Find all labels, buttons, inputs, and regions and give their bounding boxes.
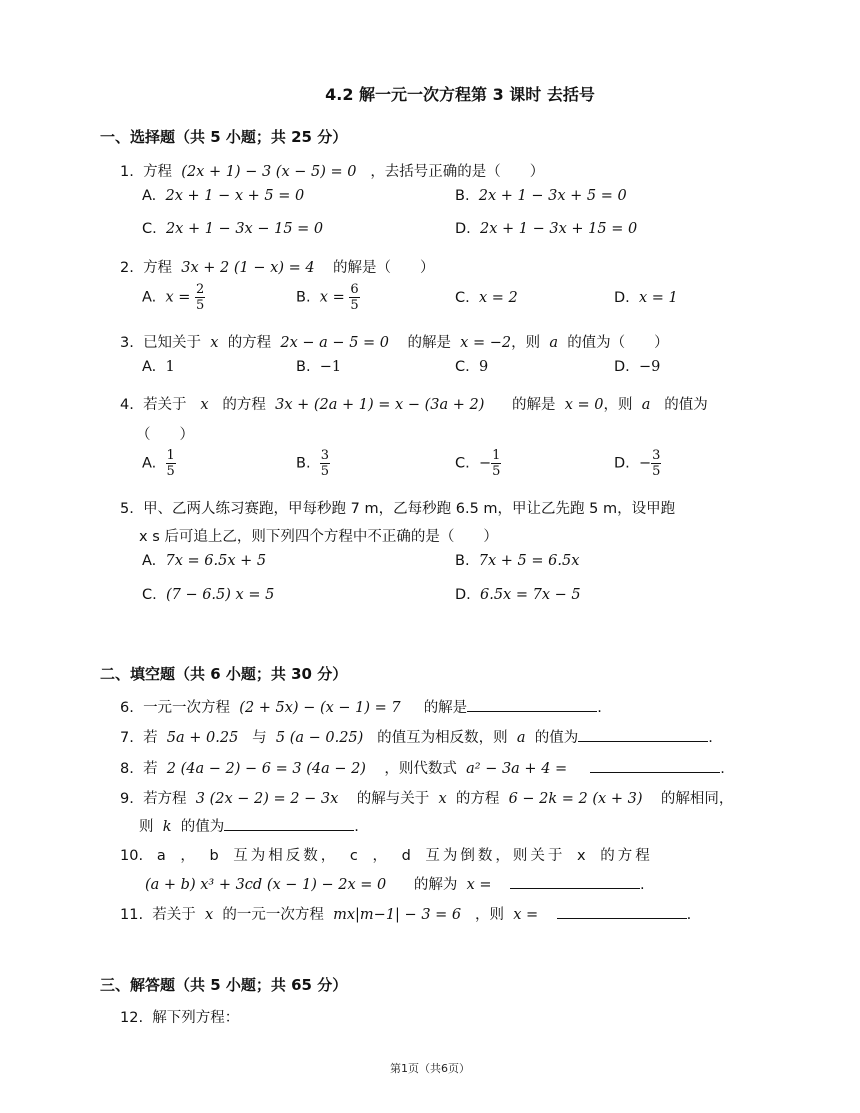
option-letter: B. (455, 188, 470, 204)
fraction (651, 448, 661, 479)
variable: a (641, 397, 651, 413)
question-tail: 的解相同， (660, 791, 734, 807)
question-text: 则 (139, 819, 154, 835)
option-letter: A. (142, 289, 157, 306)
question-text: 的方程 (227, 335, 272, 351)
question-text: 的解为 (413, 877, 458, 893)
question-number: 1. (120, 164, 134, 180)
answer-blank[interactable] (557, 904, 687, 919)
question-tail: 的值为 (534, 730, 579, 746)
option-letter: D. (455, 587, 471, 603)
question-3 (120, 331, 669, 352)
answer-paren: （ ） (136, 427, 194, 443)
denominator: 5 (320, 464, 330, 479)
question-tail: ，去括号正确的是（ ） (370, 164, 545, 180)
question-text: 的方程 (455, 791, 500, 807)
section-header-fill: 二、填空题（共 6 小题；共 30 分） (100, 665, 348, 683)
option-value: x = (319, 289, 345, 306)
answer-blank[interactable] (590, 758, 720, 773)
numerator: 3 (652, 448, 661, 463)
fraction (349, 282, 359, 313)
option-c (142, 587, 274, 603)
option-letter: D. (455, 221, 471, 237)
question-stem: 方程 (143, 260, 173, 276)
question-stem: 已知关于 (143, 335, 202, 351)
period: . (640, 877, 645, 893)
page-footer: 第1页（共6页） (390, 1062, 470, 1075)
option-d (614, 448, 661, 479)
answer-blank[interactable] (510, 874, 640, 889)
page-title: 4.2 解一元一次方程第 3 课时 去括号 (325, 85, 595, 104)
option-value: 9 (478, 359, 489, 375)
option-value: −1 (319, 359, 342, 375)
equation: x = −2 (460, 335, 512, 351)
equation: x = (466, 877, 492, 893)
equation: 5 (a − 0.25) (275, 730, 364, 746)
equation: 5a + 0.25 (166, 730, 239, 746)
numerator: 3 (320, 448, 330, 463)
question-text: ，则 (603, 397, 633, 413)
question-12 (120, 1006, 239, 1027)
option-letter: D. (614, 290, 630, 306)
question-5-line2: x s 后可追上乙，则下列四个方程中不正确的是（ ） (139, 529, 498, 545)
question-number: 12. (120, 1010, 144, 1026)
option-value: −9 (639, 359, 661, 375)
question-stem: 甲、乙两人练习赛跑，甲每秒跑 7 m，乙每秒跑 6.5 m，甲让乙先跑 5 m，设甲跑 (143, 501, 676, 517)
minus-sign: − (639, 455, 652, 472)
option-c (455, 290, 518, 306)
equation: 3x + 2 (1 − x) = 4 (181, 260, 315, 276)
section-header-choice: 一、选择题（共 5 小题；共 25 分） (100, 128, 348, 146)
option-d (455, 587, 581, 603)
option-d (614, 290, 678, 306)
question-9 (120, 787, 733, 808)
denominator: 5 (166, 464, 175, 479)
option-b (455, 188, 627, 204)
question-stem: 一元一次方程 (143, 700, 231, 716)
question-8 (120, 757, 725, 778)
fraction (166, 448, 176, 479)
question-tail: 的值为 (180, 819, 225, 835)
option-a (142, 282, 205, 313)
option-value: 2x + 1 − 3x + 15 = 0 (480, 221, 638, 237)
period: . (597, 700, 602, 716)
period: . (708, 730, 713, 746)
denominator: 5 (492, 464, 501, 479)
question-6 (120, 696, 602, 717)
variable: x (205, 907, 214, 923)
equation: 2 (4a − 2) − 6 = 3 (4a − 2) (166, 761, 366, 777)
question-text: ，则代数式 (384, 761, 457, 777)
equation: x = 0 (564, 397, 604, 413)
question-7 (120, 726, 713, 747)
question-text: ，则 (511, 335, 541, 351)
fraction (320, 448, 330, 479)
period: . (686, 907, 692, 923)
variable: x (210, 335, 219, 351)
option-a (142, 448, 176, 479)
equation: a² − 3a + 4 = (466, 761, 568, 777)
question-11 (120, 903, 691, 924)
answer-blank[interactable] (467, 697, 597, 712)
option-value: x = 2 (478, 290, 518, 306)
question-tail: 的解是 (423, 700, 468, 716)
denominator: 5 (196, 298, 205, 313)
option-value: 2x + 1 − 3x + 5 = 0 (478, 188, 627, 204)
option-value: 7x = 6.5x + 5 (165, 553, 267, 569)
option-letter: C. (142, 587, 157, 603)
question-stem: 若 (143, 730, 158, 746)
question-number: 3. (120, 335, 134, 351)
question-text: ，则 (474, 907, 504, 923)
question-text: 与 (252, 730, 267, 746)
option-letter: B. (296, 455, 311, 472)
option-letter: C. (455, 359, 470, 375)
option-value: x = (165, 289, 191, 306)
option-value: 7x + 5 = 6.5x (478, 553, 580, 569)
equation: 3 (2x − 2) = 2 − 3x (195, 791, 339, 807)
question-tail: 的解是（ ） (333, 260, 435, 276)
question-number: 4. (120, 397, 134, 413)
question-number: 5. (120, 501, 134, 517)
question-number: 8. (120, 761, 134, 777)
option-value: (7 − 6.5) x = 5 (165, 587, 275, 603)
option-a (142, 359, 175, 375)
option-letter: D. (614, 455, 630, 472)
option-b (455, 553, 579, 569)
question-text: 的解是 (407, 335, 451, 351)
answer-blank[interactable] (224, 816, 354, 831)
option-c (142, 221, 323, 237)
numerator: 1 (166, 448, 175, 463)
question-stem: 若 (143, 761, 158, 777)
option-a (142, 188, 304, 204)
option-letter: A. (142, 553, 157, 569)
question-number: 11. (120, 907, 144, 923)
equation: (2x + 1) − 3 (x − 5) = 0 (181, 164, 357, 180)
question-stem: 若关于 (143, 397, 187, 413)
question-number: 7. (120, 730, 134, 746)
question-number: 10. (120, 848, 144, 864)
question-5 (120, 497, 675, 518)
option-letter: A. (142, 359, 157, 375)
question-number: 9. (120, 791, 134, 807)
question-stem: 若关于 (152, 907, 196, 923)
option-letter: D. (614, 359, 630, 375)
option-letter: A. (142, 455, 157, 472)
equation: (2 + 5x) − (x − 1) = 7 (239, 700, 401, 716)
option-letter: C. (455, 455, 470, 472)
question-text: 的方程 (222, 397, 266, 413)
option-a (142, 553, 266, 569)
option-letter: B. (296, 289, 311, 306)
question-text: 的解是 (512, 397, 556, 413)
question-number: 6. (120, 700, 134, 716)
option-value: 2x + 1 − x + 5 = 0 (165, 188, 305, 204)
equation: 3x + (2a + 1) = x − (3a + 2) (275, 397, 485, 413)
numerator: 2 (196, 282, 205, 297)
question-10-line2 (145, 873, 645, 894)
equation: 6 − 2k = 2 (x + 3) (508, 791, 643, 807)
equation: x = (513, 907, 539, 923)
option-b (296, 448, 330, 479)
denominator: 5 (652, 464, 661, 479)
option-letter: C. (142, 221, 157, 237)
minus-sign: − (478, 455, 492, 472)
question-tail: 的值为 (664, 397, 708, 413)
equation: (a + b) x³ + 3cd (x − 1) − 2x = 0 (145, 877, 387, 893)
question-stem: 若方程 (143, 791, 187, 807)
option-value: 1 (165, 359, 175, 375)
option-b (296, 282, 360, 313)
option-d (614, 359, 660, 375)
equation: mx|m−1| − 3 = 6 (333, 907, 462, 923)
option-value: 6.5x = 7x − 5 (480, 587, 581, 603)
variable: x (200, 397, 209, 413)
option-letter: C. (455, 290, 470, 306)
question-1 (120, 160, 544, 181)
question-2 (120, 256, 435, 277)
question-text: 的一元一次方程 (222, 907, 324, 923)
fraction (491, 448, 501, 479)
numerator: 6 (350, 282, 359, 297)
question-stem: a ， b 互为相反数， c ， d 互为倒数，则关于 x 的方程 (156, 848, 653, 864)
question-number: 2. (120, 260, 134, 276)
option-b (296, 359, 341, 375)
section-header-solve: 三、解答题（共 5 小题；共 65 分） (100, 976, 348, 994)
numerator: 1 (492, 448, 501, 463)
answer-blank[interactable] (578, 727, 708, 742)
question-9-line2 (139, 815, 359, 836)
question-text: 的解与关于 (356, 791, 430, 807)
option-letter: B. (296, 359, 311, 375)
option-d (455, 221, 637, 237)
equation: 2x − a − 5 = 0 (280, 335, 390, 351)
option-letter: B. (455, 553, 470, 569)
option-c (455, 359, 488, 375)
option-c (455, 448, 501, 479)
question-4 (120, 393, 708, 414)
question-stem: 解下列方程： (152, 1010, 240, 1026)
question-text: 的值互为相反数，则 (377, 730, 508, 746)
variable: a (516, 730, 526, 746)
period: . (354, 819, 359, 835)
question-stem: 方程 (143, 164, 173, 180)
variable: a (549, 335, 558, 351)
question-10 (120, 844, 653, 865)
option-value: x = 1 (639, 290, 678, 306)
denominator: 5 (350, 298, 359, 313)
option-value: 2x + 1 − 3x − 15 = 0 (165, 221, 324, 237)
variable: x (438, 791, 447, 807)
fraction (195, 282, 205, 313)
option-letter: A. (142, 188, 157, 204)
period: . (720, 761, 725, 777)
question-tail: 的值为（ ） (567, 335, 669, 351)
variable: k (162, 819, 172, 835)
